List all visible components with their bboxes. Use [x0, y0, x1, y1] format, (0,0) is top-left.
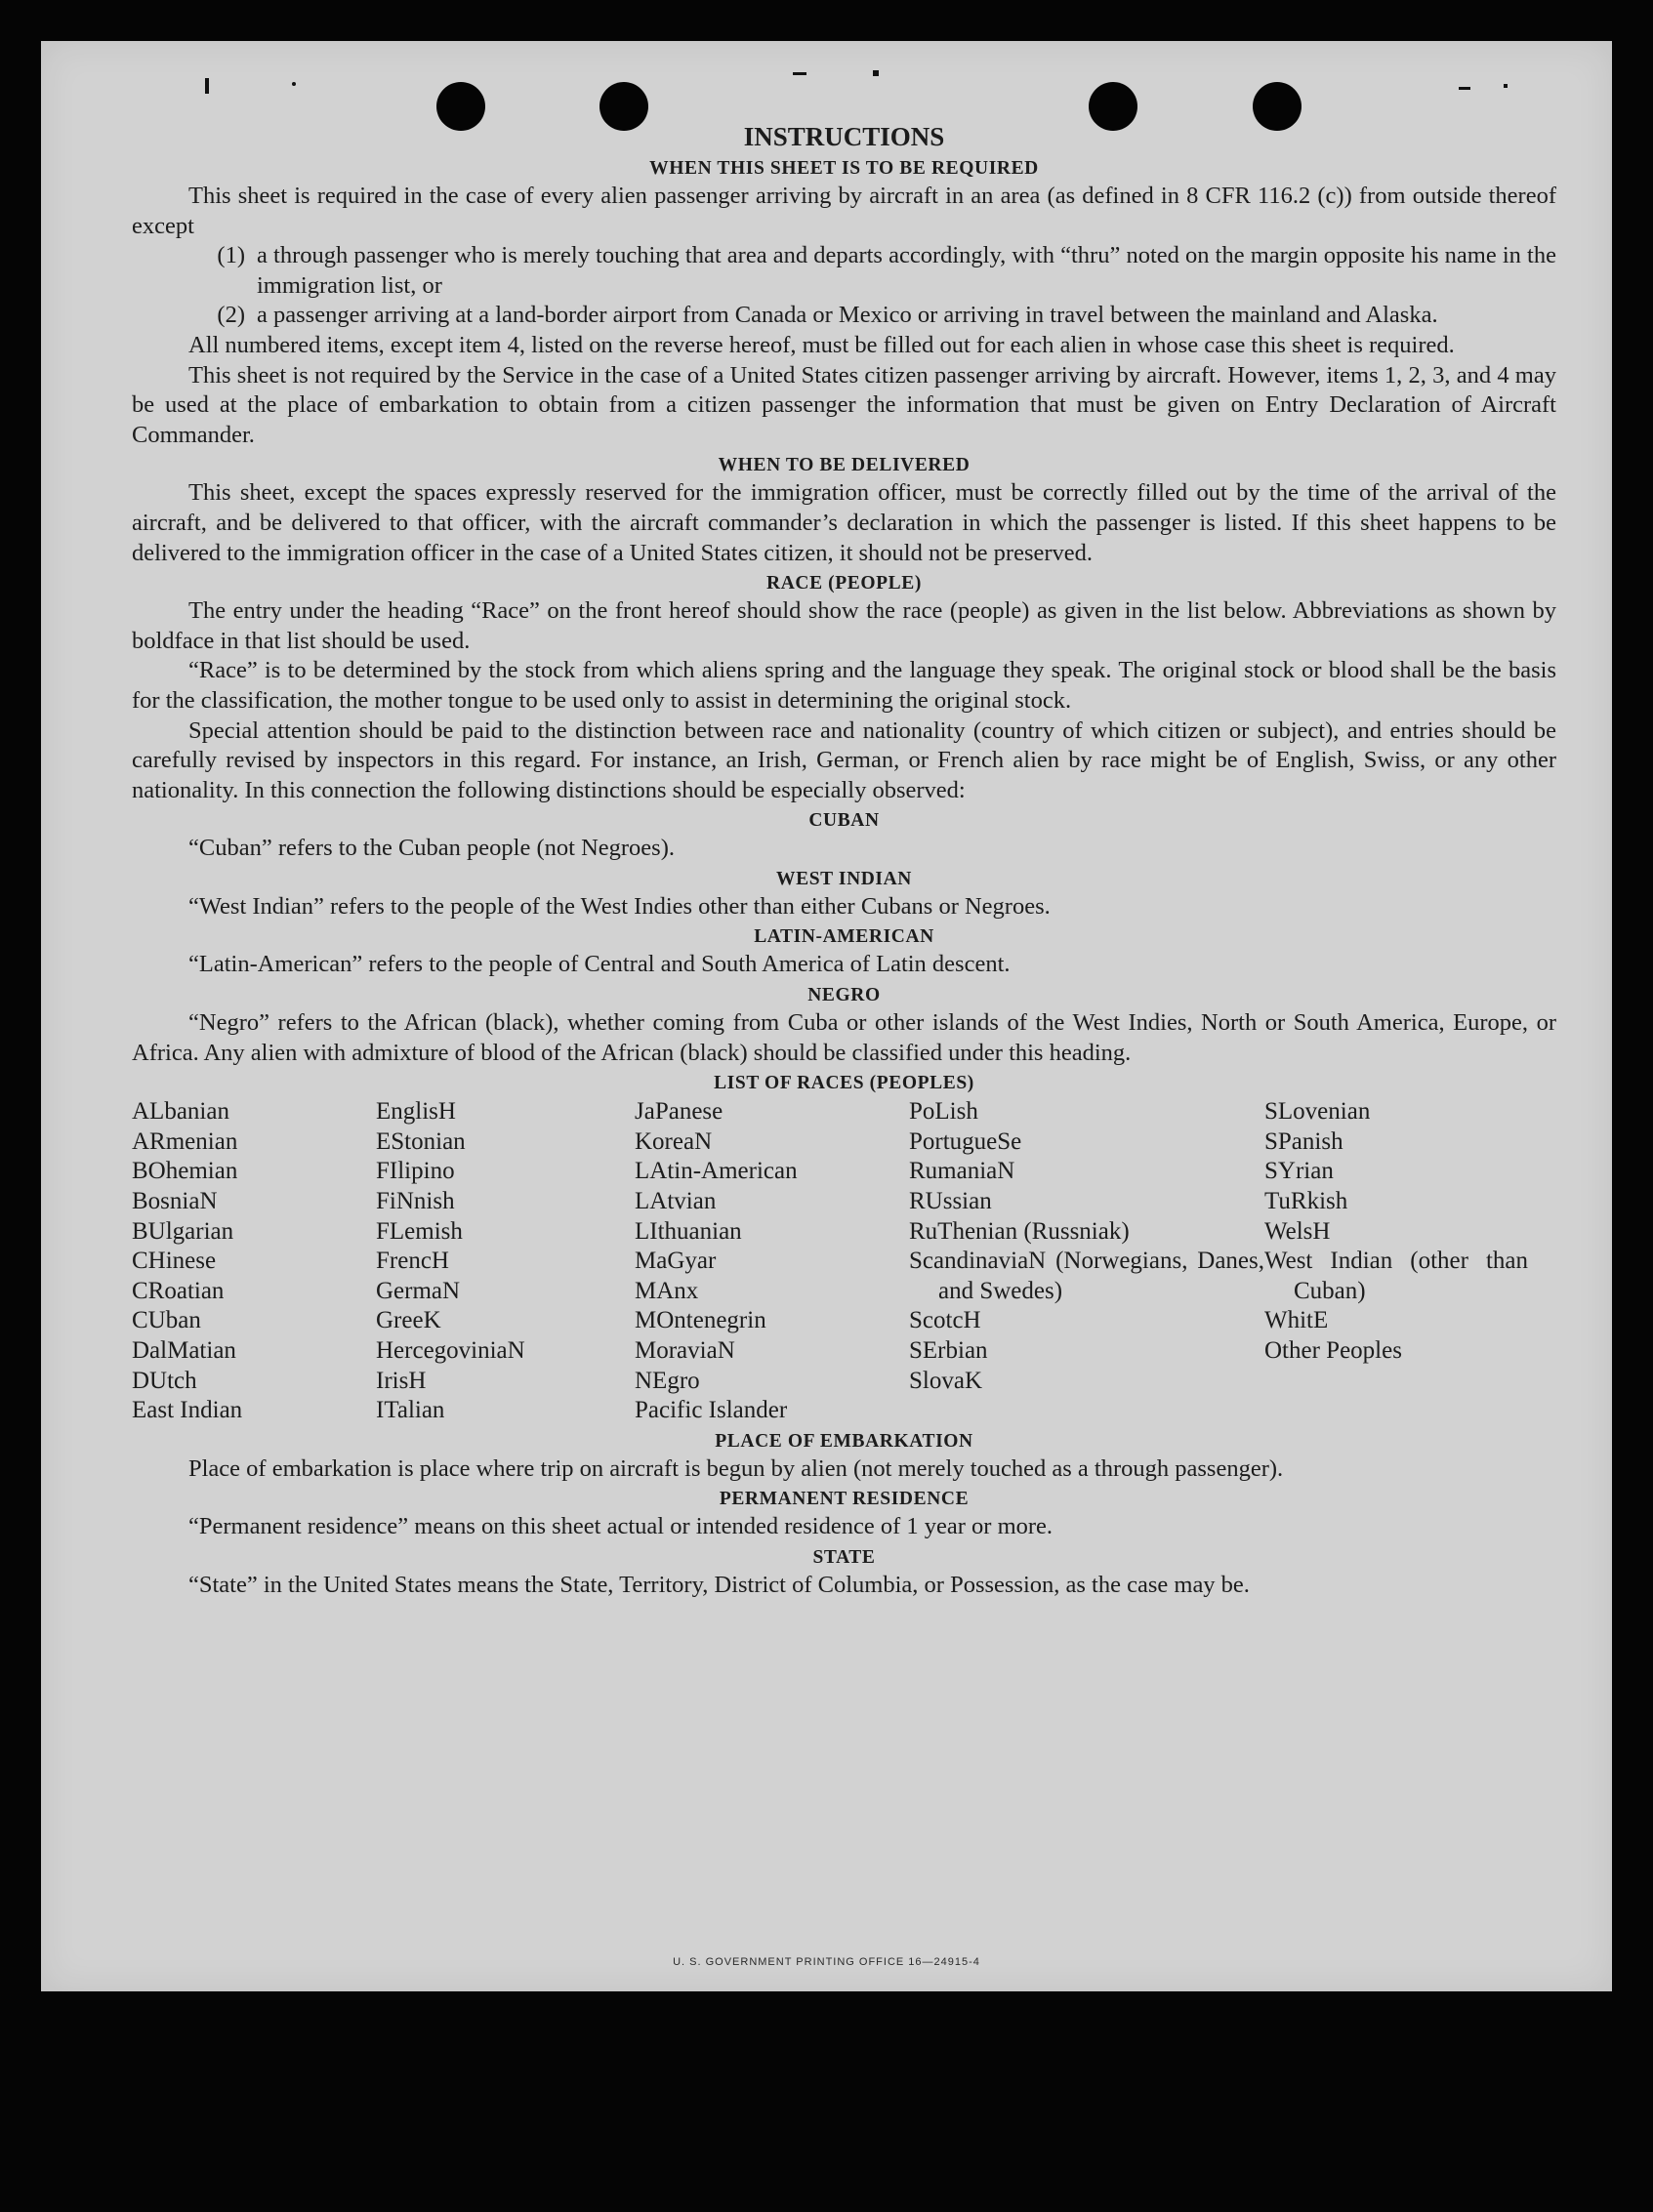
- race-entry: MAnx: [635, 1277, 699, 1304]
- race-entry: NEgro: [635, 1367, 700, 1394]
- heading-race: RACE (PEOPLE): [766, 573, 922, 594]
- race-entry: PoLish: [909, 1098, 978, 1126]
- race-entry: EnglisH: [376, 1098, 456, 1126]
- race-entry: SlovaK: [909, 1367, 982, 1394]
- ink-mark: [793, 72, 806, 75]
- race-entry: MaGyar: [635, 1248, 717, 1275]
- paragraph: “Permanent residence” means on this sheet actual or intended residence of 1 year or more.: [188, 1513, 1054, 1540]
- race-entry: SErbian: [909, 1337, 988, 1364]
- document-title: INSTRUCTIONS: [743, 122, 945, 151]
- race-entry: FiNnish: [376, 1188, 455, 1215]
- race-entry: RumaniaN: [909, 1158, 1015, 1185]
- ink-mark: [873, 70, 879, 76]
- paragraph: This sheet, except the spaces expressly reserved for the immigration officer, must be correctly filled out by the time of the arrival of the aircraft, and be delivered to that officer, with the aircraft commander’s declaration in which the passenger is listed. If this sheet happens to be delivered to the immigration officer in the case of a United States citizen, it should not be preserved.: [132, 479, 1556, 566]
- race-entry: FrencH: [376, 1248, 449, 1275]
- paragraph: “Negro” refers to the African (black), whether coming from Cuba or other islands of the West Indies, North or South America, Europe, or Africa. Any alien with admixture of blood of the African (black) should be classified under this heading.: [132, 1009, 1556, 1066]
- item-text: a passenger arriving at a land-border airport from Canada or Mexico or arriving in travel between the mainland and Alaska.: [257, 302, 1438, 329]
- race-entry: MOntenegrin: [635, 1307, 766, 1334]
- race-entry: TuRkish: [1264, 1188, 1348, 1215]
- race-entry: GreeK: [376, 1307, 441, 1334]
- race-entry: CUban: [132, 1307, 201, 1334]
- race-entry: ARmenian: [132, 1127, 238, 1155]
- race-entry: CRoatian: [132, 1277, 225, 1304]
- race-entry: ALbanian: [132, 1098, 229, 1126]
- race-entry: MoraviaN: [635, 1337, 735, 1364]
- race-entry: FIlipino: [376, 1158, 455, 1185]
- race-entry: ScotcH: [909, 1307, 981, 1334]
- race-column: [1264, 1097, 1528, 1426]
- race-entry: BOhemian: [132, 1158, 238, 1185]
- race-entry: LIthuanian: [635, 1217, 742, 1245]
- paragraph: “Latin-American” refers to the people of Central and South America of Latin descent.: [188, 951, 1011, 978]
- paragraph: This sheet is not required by the Service in the case of a United States citizen passenger arriving by aircraft. However, items 1, 2, 3, and 4 may be used at the place of embarkation to obtain from a citizen passenger the information that must be given on Entry Declaration of Aircraft Commander.: [132, 361, 1556, 448]
- race-entry: BUlgarian: [132, 1217, 234, 1245]
- printing-office-imprint: U. S. GOVERNMENT PRINTING OFFICE 16—24915-4: [673, 1956, 980, 1968]
- ink-mark: [205, 78, 209, 94]
- heading-cuban: CUBAN: [808, 810, 880, 832]
- paragraph: “Race” is to be determined by the stock from which aliens spring and the language they speak. The original stock or blood shall be the basis for the classification, the mother tongue to be used only to assist in determining the original stock.: [132, 657, 1556, 714]
- race-entry: EStonian: [376, 1127, 466, 1155]
- race-entry: RUssian: [909, 1188, 992, 1215]
- race-entry: CHinese: [132, 1248, 217, 1275]
- paragraph: This sheet is required in the case of every alien passenger arriving by aircraft in an area (as defined in 8 CFR 116.2 (c)) from outside thereof except: [132, 183, 1556, 239]
- paragraph: “State” in the United States means the State, Territory, District of Columbia, or Possession, as the case may be.: [188, 1571, 1250, 1598]
- heading-negro: NEGRO: [807, 985, 881, 1006]
- race-entry: LAtin-American: [635, 1158, 798, 1185]
- heading-place-of-embarkation: PLACE OF EMBARKATION: [715, 1430, 973, 1452]
- race-entry: DalMatian: [132, 1337, 236, 1364]
- list-item: [132, 241, 1556, 301]
- race-entry: Other Peoples: [1264, 1337, 1402, 1364]
- race-column: [909, 1097, 1264, 1426]
- heading-permanent-residence: PERMANENT RESIDENCE: [719, 1489, 970, 1510]
- ink-mark: [1504, 84, 1508, 88]
- race-entry: JaPanese: [635, 1098, 723, 1126]
- race-entry: SYrian: [1264, 1158, 1334, 1185]
- race-entry: Pacific Islander: [635, 1397, 788, 1424]
- item-number: (1): [217, 242, 245, 269]
- race-entry: DUtch: [132, 1367, 197, 1394]
- race-entry: WelsH: [1264, 1217, 1331, 1245]
- race-entry: FLemish: [376, 1217, 463, 1245]
- list-item: [132, 301, 1556, 331]
- race-entry: SPanish: [1264, 1127, 1343, 1155]
- item-number: (2): [217, 302, 245, 329]
- paragraph: The entry under the heading “Race” on the front hereof should show the race (people) as given in the list below. Abbreviations as shown by boldface in that list should be used.: [132, 597, 1556, 654]
- race-list: [132, 1097, 1556, 1426]
- race-entry: IrisH: [376, 1367, 427, 1394]
- race-column: [132, 1097, 376, 1426]
- item-text: a through passenger who is merely touching that area and departs accordingly, with “thru” noted on the margin opposite his name in the immigration list, or: [257, 242, 1556, 299]
- heading-state: STATE: [812, 1546, 876, 1568]
- race-entry: RuThenian (Russniak): [909, 1217, 1130, 1245]
- race-entry: GermaN: [376, 1277, 461, 1304]
- race-entry: ScandinaviaN (Norwegians, Danes, and Swedes): [909, 1248, 1264, 1304]
- paragraph: “West Indian” refers to the people of the West Indies other than either Cubans or Negroes.: [188, 892, 1051, 920]
- race-column: [376, 1097, 635, 1426]
- heading-latin-american: LATIN-AMERICAN: [754, 926, 934, 948]
- instructions-content: [132, 120, 1556, 1601]
- race-entry: PortugueSe: [909, 1127, 1022, 1155]
- paragraph: “Cuban” refers to the Cuban people (not Negroes).: [188, 835, 675, 862]
- heading-when-required: WHEN THIS SHEET IS TO BE REQUIRED: [649, 158, 1039, 179]
- race-entry: BosniaN: [132, 1188, 218, 1215]
- race-entry: HercegoviniaN: [376, 1337, 525, 1364]
- heading-when-delivered: WHEN TO BE DELIVERED: [718, 455, 971, 476]
- ink-mark: [1459, 87, 1470, 90]
- document-sheet: [41, 41, 1612, 1991]
- paragraph: Place of embarkation is place where trip on aircraft is begun by alien (not merely touched as a through passenger).: [188, 1454, 1284, 1482]
- race-entry: East Indian: [132, 1397, 243, 1424]
- ink-mark: [292, 82, 296, 86]
- race-entry: WhitE: [1264, 1307, 1329, 1334]
- race-entry: LAtvian: [635, 1188, 717, 1215]
- race-entry: ITalian: [376, 1397, 445, 1424]
- race-entry: West Indian (other than Cuban): [1264, 1248, 1528, 1304]
- race-entry: SLovenian: [1264, 1098, 1371, 1126]
- paragraph: All numbered items, except item 4, listed on the reverse hereof, must be filled out for each alien in whose case this sheet is required.: [188, 331, 1455, 358]
- paragraph: Special attention should be paid to the distinction between race and nationality (country of which citizen or subject), and entries should be carefully revised by inspectors in this regard. For instance, an Irish, German, or French alien by race might be of English, Swiss, or any other nationality. In this connection the following distinctions should be especially observed:: [132, 717, 1556, 803]
- heading-list-of-races: LIST OF RACES (PEOPLES): [714, 1073, 974, 1094]
- race-column: [635, 1097, 909, 1426]
- heading-west-indian: WEST INDIAN: [776, 868, 912, 889]
- race-entry: KoreaN: [635, 1127, 713, 1155]
